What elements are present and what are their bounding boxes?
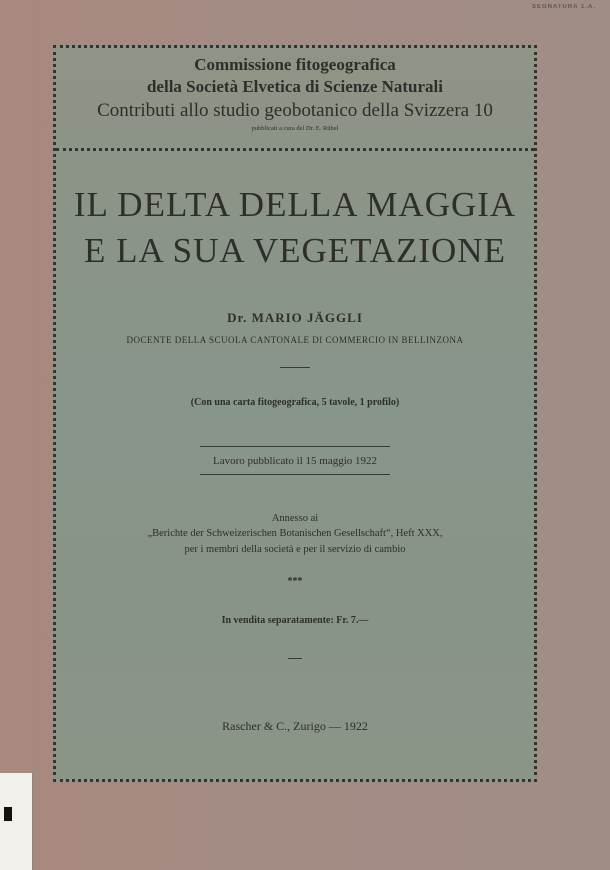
header-divider [56,148,534,151]
title-line-1: IL DELTA DELLA MAGGIA [73,185,517,224]
contents-note: (Con una carta fitogeografica, 5 tavole, 1 profilo) [190,397,400,408]
price: In vendita separatamente: Fr. 7.— [221,615,369,626]
publisher: Rascher & C., Zurigo — 1922 [222,719,368,733]
author-affiliation: DOCENTE DELLA SCUOLA CANTONALE DI COMMERCIO IN BELLINZONA [126,335,464,345]
publication-date: Lavoro pubblicato il 15 maggio 1922 [212,455,378,467]
header-editor: pubblicati a cura del Dr. E. Rübel [251,125,339,132]
ornament: *** [287,576,303,587]
annex-line-3: per i membri della società e per il servizio di cambio [184,544,406,555]
cover-frame [53,45,537,782]
rule [288,658,302,659]
header-commission: Commissione fitogeografica [194,55,396,74]
rule [200,474,390,475]
header-society: della Società Elvetica di Scienze Naturali [146,77,444,96]
header-series: Contributi allo studio geobotanico della Svizzera 10 [97,100,493,121]
rule [200,446,390,447]
title-line-2: E LA SUA VEGETAZIONE [84,231,506,270]
label-mark [4,807,12,821]
annex-line-2: „Berichte der Schweizerischen Botanischen Gesellschaft“, Heft XXX, [147,528,443,539]
library-label [0,773,33,870]
author-name: Dr. MARIO JÄGGLI [227,310,363,325]
rule [280,367,310,368]
library-stamp: SEGNATURA 1.A. [531,4,596,10]
annex-line-1: Annesso ai [271,513,319,524]
